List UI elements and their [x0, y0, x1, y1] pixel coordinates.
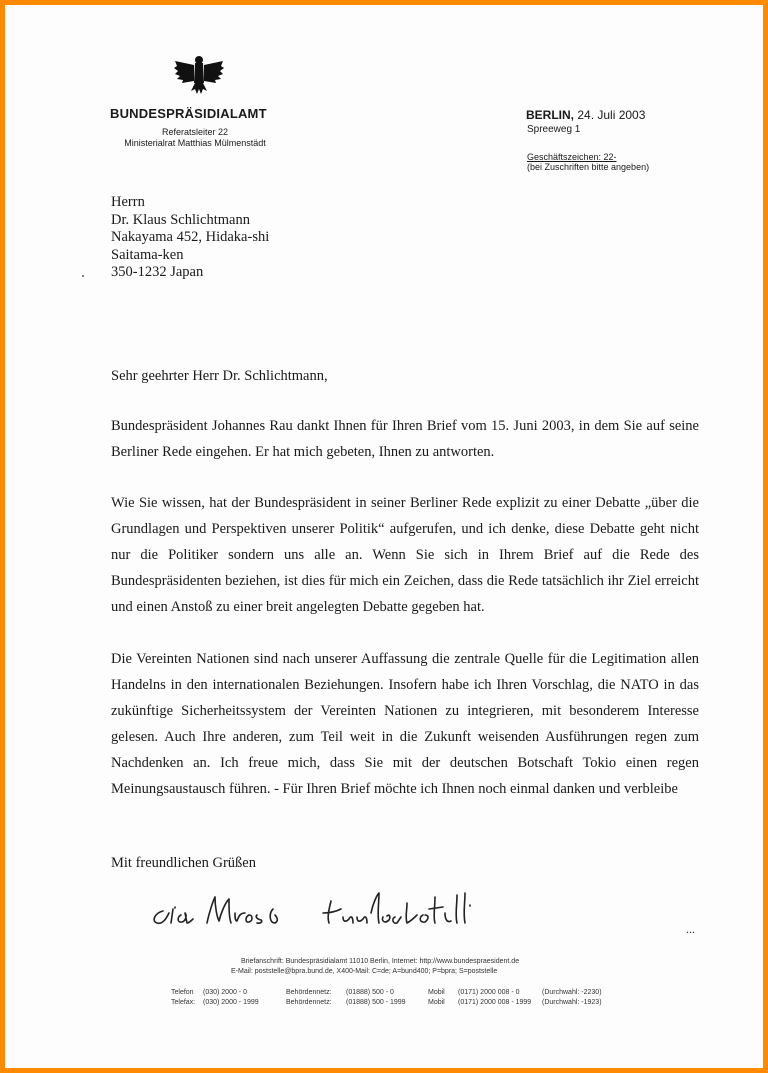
letter-page: [5, 5, 763, 1068]
address-line: Saitama-ken: [111, 246, 184, 263]
durchwahl-tel: (Durchwahl: -2230): [542, 989, 602, 996]
footer-address: Briefanschrift: Bundespräsidialamt 11010 Berlin, Internet: http://www.bundespraesident.de: [241, 958, 520, 965]
place: BERLIN,: [526, 108, 574, 122]
address-line: Dr. Klaus Schlichtmann: [111, 211, 250, 228]
behoerden-fax: (01888) 500 - 1999: [346, 999, 406, 1006]
address-line: 350-1232 Japan: [111, 264, 204, 280]
org-officer: Ministerialrat Matthias Mülmenstädt: [124, 138, 266, 148]
continuation-dots: ...: [686, 922, 695, 936]
paragraph: Die Vereinten Nationen sind nach unserer Auffassung die zentrale Quelle für die Legitimation allen Handelns in den internationalen Beziehungen. Insofern habe ich Ihren Vorschlag, die NATO in das zukünftige Sicherheitssystem der Vereinten Nationen zu integrieren, mit besonderem Interesse gelesen. Auch Ihre anderen, zum Teil weit in die Zukunft weisenden Ausführungen regen zum Nachdenken an. Ich freue mich, dass Sie mit der deutschen Botschaft Tokio einen regen Meinungsaustausch führen. - Für Ihren Brief möchte ich Ihnen noch einmal danken und verbleibe: [111, 651, 699, 797]
street: Spreeweg 1: [527, 124, 581, 135]
org-department: Referatsleiter 22: [161, 127, 229, 137]
behoerden-label: Behördennetz:: [286, 989, 332, 996]
footer-email: E-Mail: poststelle@bpra.bund.de, X400-Mail: C=de; A=bund400; P=bpra; S=poststelle: [231, 968, 498, 975]
salutation: Sehr geehrter Herr Dr. Schlichtmann,: [111, 368, 328, 384]
address-line: Herrn: [111, 194, 145, 210]
date: 24. Juli 2003: [577, 108, 646, 122]
behoerden-tel: (01888) 500 - 0: [346, 989, 394, 996]
paragraph: Wie Sie wissen, hat der Bundespräsident in seiner Berliner Rede explizit zu einer Debatte „über die Grundlagen und Perspektiven unserer Politik“ aufgerufen, und ich denke, diese Debatte geht nicht nur die Politiker sondern uns alle an. Wenn Sie sich in Ihrem Brief auf die Rede des Bundespräsidenten beziehen, ist dies für mich ein Zeichen, dass die Rede tatsächlich ihr Ziel erreicht und einen Anstoß zu einer breit angelegten Debatte gegeben hat.: [111, 495, 699, 615]
paragraph: Bundespräsident Johannes Rau dankt Ihnen für Ihren Brief vom 15. Juni 2003, in dem Sie auf seine Berliner Rede eingehen. Er hat mich gebeten, Ihnen zu antworten.: [111, 418, 699, 460]
telefon-label: Telefon: [171, 989, 194, 996]
org-name: BUNDESPRÄSIDIALAMT: [110, 106, 267, 121]
mobil-fax: (0171) 2000 008 - 1999: [458, 999, 532, 1006]
closing: Mit freundlichen Grüßen: [111, 855, 256, 871]
place-date: [526, 108, 645, 122]
behoerden-label: Behördennetz:: [286, 999, 332, 1006]
durchwahl-fax: (Durchwahl: -1923): [542, 999, 602, 1006]
telefax-number: (030) 2000 - 1999: [203, 999, 259, 1006]
telefax-label: Telefax:: [171, 999, 196, 1006]
mobil-label: Mobil: [428, 989, 445, 996]
reference-number: Geschäftszeichen: 22-: [527, 152, 617, 162]
handwritten-signature: [145, 883, 515, 933]
federal-eagle-icon: [173, 53, 225, 97]
reference-note: (bei Zuschriften bitte angeben): [527, 162, 650, 172]
mobil-label: Mobil: [428, 999, 445, 1006]
mobil-tel: (0171) 2000 008 - 0: [458, 989, 520, 996]
address-line: Nakayama 452, Hidaka-shi: [111, 229, 270, 245]
scan-speck: [82, 275, 84, 277]
recipient-address: [111, 194, 269, 282]
telefon-number: (030) 2000 - 0: [203, 989, 247, 996]
